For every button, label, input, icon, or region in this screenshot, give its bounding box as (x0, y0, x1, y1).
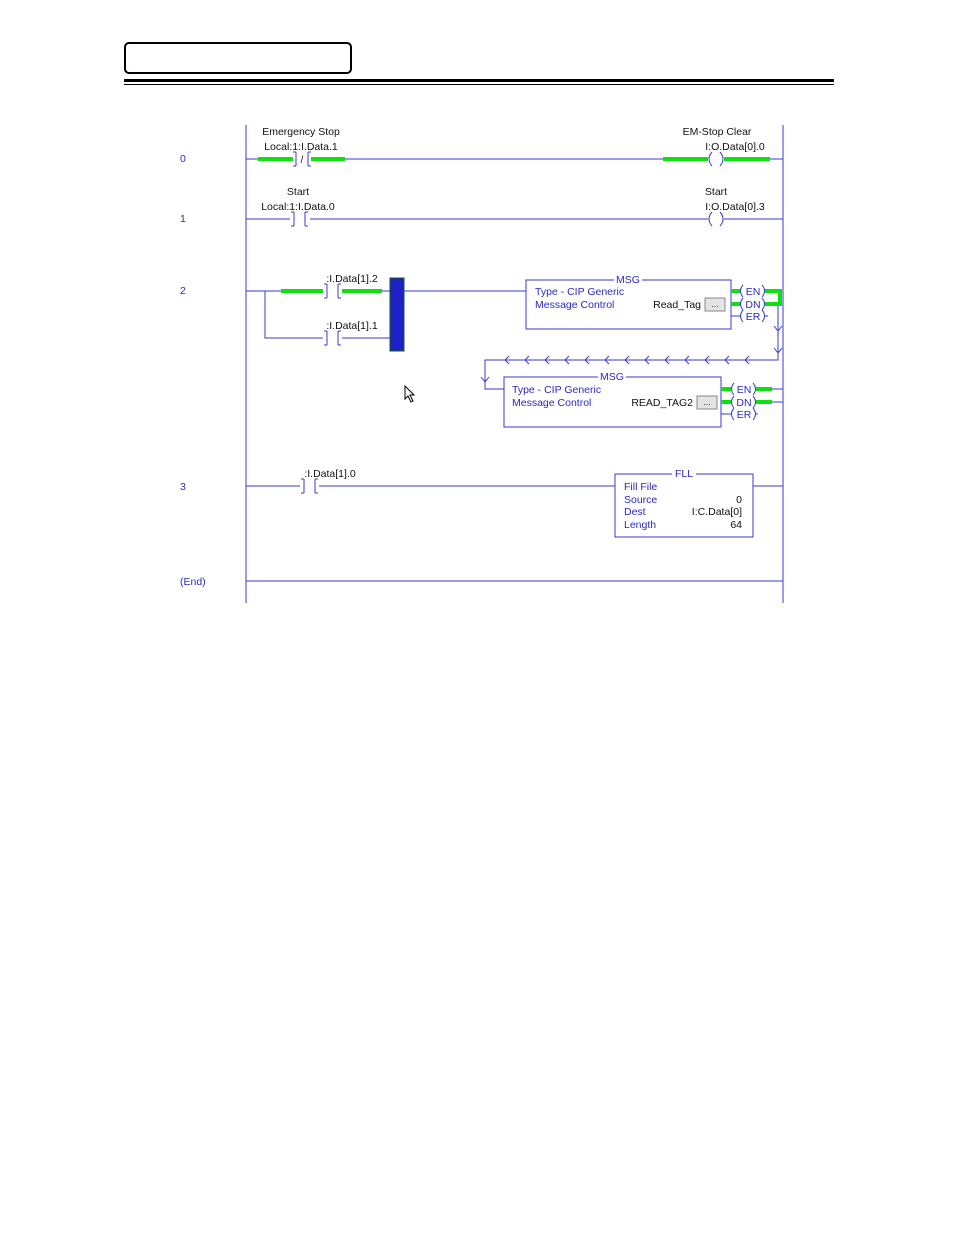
ote-coil-em-stop-clear[interactable] (708, 152, 724, 166)
fll-instruction[interactable] (615, 468, 753, 537)
coil-description: Start (704, 186, 728, 198)
rung-3[interactable] (180, 468, 783, 537)
xic-contact-start[interactable] (290, 212, 310, 226)
rung-number: 3 (180, 481, 186, 493)
contact-symbol: / (300, 154, 304, 166)
msg-control-tag: Read_Tag (653, 299, 701, 311)
coil-tag: I:O.Data[0].3 (705, 201, 765, 213)
selected-branch-rail[interactable] (390, 278, 404, 351)
contact-tag: :I.Data[1].1 (326, 320, 378, 332)
er-output: ER (736, 409, 752, 421)
dn-output: DN (745, 299, 761, 311)
en-output: EN (745, 286, 761, 298)
msg-browse-button[interactable] (697, 396, 717, 409)
dn-output: DN (736, 397, 752, 409)
contact-tag: :I.Data[1].0 (304, 468, 356, 480)
contact-tag: Local:1:I.Data.1 (264, 141, 338, 153)
er-output: ER (745, 311, 761, 323)
end-rung (180, 576, 783, 588)
msg-instruction-read-tag2[interactable] (504, 371, 721, 427)
xic-contact-data-1-2[interactable] (323, 284, 342, 298)
xic-contact-data-1-0[interactable] (300, 479, 319, 493)
fll-dest-label: Dest (624, 506, 646, 518)
end-label: (End) (180, 576, 206, 588)
rung-number: 0 (180, 153, 186, 165)
rung-0[interactable] (180, 126, 783, 166)
instruction-title: MSG (600, 371, 624, 383)
mouse-cursor-icon (405, 386, 414, 402)
contact-description: Emergency Stop (262, 126, 340, 138)
rung-number: 2 (180, 285, 186, 297)
msg1-status-outputs (731, 285, 782, 323)
coil-description: EM-Stop Clear (682, 126, 752, 138)
coil-tag: I:O.Data[0].0 (705, 141, 765, 153)
contact-description: Start (286, 186, 310, 198)
svg-text:...: ... (703, 397, 711, 407)
fll-length-value: 64 (730, 519, 742, 531)
msg-control-label: Message Control (535, 299, 615, 311)
fll-length-label: Length (624, 519, 657, 531)
rung-2[interactable] (180, 273, 783, 427)
fll-name: Fill File (624, 481, 658, 493)
instruction-title: MSG (616, 274, 640, 286)
rung-number: 1 (180, 213, 186, 225)
fll-dest-value: I:C.Data[0] (691, 506, 742, 518)
fll-source-label: Source (624, 494, 658, 506)
msg-control-tag: READ_TAG2 (631, 397, 693, 409)
instruction-title: FLL (674, 468, 694, 480)
en-output: EN (736, 384, 752, 396)
msg-control-label: Message Control (512, 397, 592, 409)
rung-1[interactable] (180, 186, 783, 226)
fll-source-value: 0 (736, 494, 742, 506)
msg-type: Type - CIP Generic (512, 384, 602, 396)
contact-tag: :I.Data[1].2 (326, 273, 378, 285)
xic-contact-data-1-1[interactable] (323, 331, 342, 345)
xio-contact-emergency-stop[interactable] (293, 152, 311, 166)
contact-tag: Local:1:I.Data.0 (261, 201, 335, 213)
msg2-status-outputs (721, 383, 783, 421)
ote-coil-start[interactable] (708, 212, 724, 226)
msg-browse-button[interactable] (705, 298, 725, 311)
msg-type: Type - CIP Generic (535, 286, 625, 298)
msg-instruction-read-tag[interactable] (526, 274, 731, 329)
svg-text:...: ... (711, 299, 719, 309)
